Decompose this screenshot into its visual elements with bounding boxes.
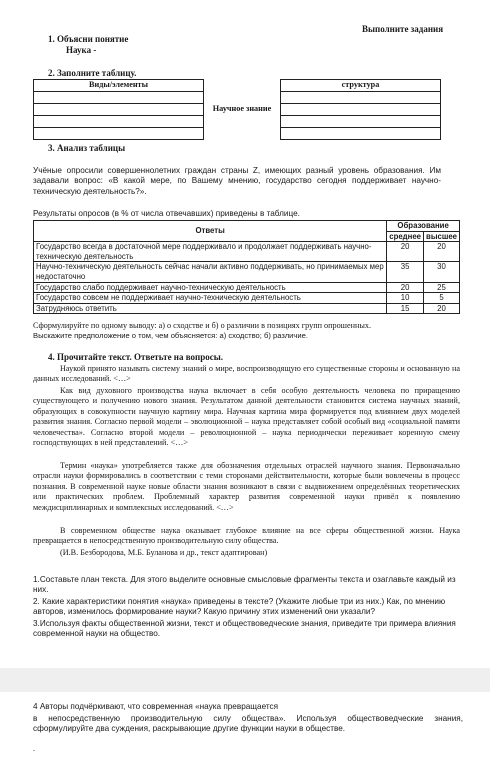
table-row [34, 242, 460, 262]
secondary-value: 10 [387, 293, 424, 304]
task2-heading: 2. Заполните таблицу. [48, 68, 137, 78]
task1-term: Наука - [66, 45, 97, 55]
higher-value: 20 [424, 303, 460, 314]
footer-mark: . [33, 744, 36, 753]
answers-header: Ответы [34, 221, 387, 242]
survey-table [33, 220, 460, 314]
task3-intro: Учёные опросили совершеннолетних граждан страны Z, имеющих разный уровень образования. Им задавали вопрос: «В какой мере, по Вашему мнению, государство сегодня поддерживает научно-техническую деятельность?». [33, 166, 441, 196]
table-row [34, 262, 460, 282]
secondary-value: 20 [387, 282, 424, 293]
page-title: Выполните задания [362, 24, 444, 34]
center-label: Научное знание [212, 104, 272, 114]
secondary-value: 15 [387, 303, 424, 314]
text-source: (И.В. Безбородова, М.Б. Буланова и др., текст адаптирован) [60, 548, 268, 557]
structure-table [33, 79, 441, 140]
higher-value: 5 [424, 293, 460, 304]
answer-cell: Научно-техническую деятельность сейчас начали активно поддерживать, но принимаемых мер недостаточно [34, 262, 387, 282]
text-paragraph: Как вид духовного производства наука включает в себя особую деятельность человека по приращению существующего и получению нового знания. Результатом данной деятельности становится система научных знаний, образующих в совокупности научную картину мира. Научная картина мира формируется под влиянием двух моделей развития знания. Согласно первой модели – эволюционной – наука представляет собой особый вид «социальной памяти человечества». Согласно второй модели – революционной – наука периодически переживает коренную смену господствующих в ней представлений. <…> [33, 386, 460, 448]
text-paragraph: Термин «наука» употребляется также для обозначения отдельных отраслей научного знания. Первоначально отрасли науки формировались в соответствии с теми сторонами действительности, которые были вовлечены в процесс познания. В современной науке новые области знания возникают в связи с выдвижением определённых теоретических или практических проблем. Проблемный характер развития современной науки привёл к появлению междисциплинарных и комплексных исследований. <…> [33, 461, 460, 512]
table-spacer [204, 80, 281, 92]
secondary-value: 20 [387, 242, 424, 262]
task5-line1: 4 Авторы подчёркивают, что современная «наука превращается [33, 702, 279, 711]
question-item: 2. Какие характеристики понятия «наука» приведены в тексте? (Укажите любые три из них.) Как, по мнению авторов, изменилось формирование науки? Какую причину этих изменений они указали? [33, 597, 446, 617]
table-row [34, 116, 441, 128]
table-row [34, 92, 441, 104]
text-paragraph: Наукой принято называть систему знаний о мире, воспроизводящую его существенные стороны и основанную на данных исследований. <…> [33, 364, 460, 384]
education-header: Образование [387, 221, 460, 232]
task5-line2: в непосредственную производительную силу общества». Используя обществоведческие знания, сформулируйте два суждения, раскрывающие другие функции науки в обществе. [33, 714, 463, 734]
table-row [34, 293, 460, 304]
task1-heading: 1. Объясни понятие [48, 34, 129, 44]
question-item: 3.Используя факты общественной жизни, текст и обществоведческие знания, приведите три примера влияния современной науки на общество. [33, 619, 456, 639]
text-paragraph: В современном обществе наука оказывает глубокое влияние на все сферы общественной жизни. Наука превращается в непосредственную производительную силу общества. [33, 526, 460, 546]
col-types-header: Виды/элементы [34, 80, 204, 92]
table-row [34, 282, 460, 293]
page-separator [0, 668, 490, 692]
higher-header: высшее [424, 231, 460, 242]
question-item: 1.Составьте план текста. Для этого выделите основные смысловые фрагменты текста и озаглавьте каждый из них. [33, 575, 456, 595]
task4-heading: 4. Прочитайте текст. Ответьте на вопросы. [48, 352, 224, 362]
answer-cell: Государство совсем не поддерживает научно-техническую деятельность [34, 293, 387, 304]
table-row [34, 104, 441, 116]
answer-cell: Государство слабо поддерживает научно-техническую деятельность [34, 282, 387, 293]
task3-conclusion: Сформулируйте по одному выводу: а) о сходстве и б) о различии в позициях групп опрошенных. [33, 321, 372, 330]
answer-cell: Государство всегда в достаточной мере поддерживало и продолжает поддерживать научно-техническую деятельность [34, 242, 387, 262]
secondary-header: среднее [387, 231, 424, 242]
task3-assumption: Выскажите предположение о том, чем объясняется: а) сходство; б) различие. [33, 331, 308, 340]
task3-heading: 3. Анализ таблицы [48, 143, 126, 153]
higher-value: 25 [424, 282, 460, 293]
answer-cell: Затрудняюсь ответить [34, 303, 387, 314]
col-structure-header: структура [281, 80, 441, 92]
higher-value: 30 [424, 262, 460, 282]
table-row [34, 128, 441, 140]
secondary-value: 35 [387, 262, 424, 282]
table-row [34, 303, 460, 314]
higher-value: 20 [424, 242, 460, 262]
results-caption: Результаты опросов (в % от числа отвечавших) приведены в таблице. [33, 209, 300, 218]
